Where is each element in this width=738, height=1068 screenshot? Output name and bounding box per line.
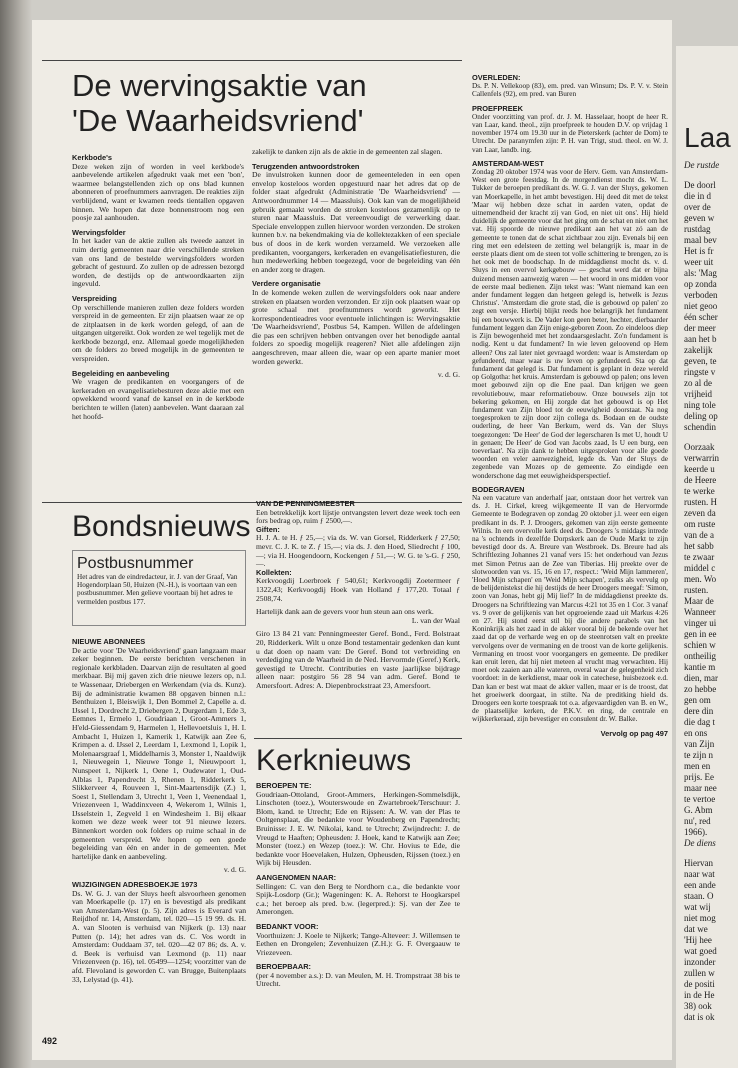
next-page-line: te zijn n <box>684 750 713 760</box>
section-heading: BODEGRAVEN <box>472 484 525 494</box>
section-heading: Verdere organisatie <box>252 279 321 289</box>
next-page-line: ontheilig <box>684 651 716 661</box>
postbus-box <box>72 550 246 626</box>
wervingsaktie-left-column <box>72 148 244 426</box>
next-page-line: 'Hij hee <box>684 935 712 945</box>
next-page-line: wat wij <box>684 902 711 912</box>
thanks-text: Hartelijk dank aan de gevers voor hun steun aan ons werk. <box>256 607 434 617</box>
section-rule <box>254 738 462 739</box>
next-page-lines-1 <box>684 180 718 433</box>
next-page-line: De doorl <box>684 180 716 190</box>
next-page-line: te werke <box>684 486 715 496</box>
next-page-line: staan. O <box>684 891 714 901</box>
next-page-line: ning tole <box>684 400 716 410</box>
next-page-line: prijs. Ee <box>684 772 714 782</box>
next-page-line: te zwaar <box>684 552 715 562</box>
kerknieuws-column <box>256 782 460 994</box>
next-page-line: Het is fr <box>684 246 714 256</box>
next-page-line: men en <box>684 761 711 771</box>
next-page-line: aan het b <box>684 334 717 344</box>
next-page-line: die in d <box>684 191 711 201</box>
next-page-line: vrijheid <box>684 389 712 399</box>
next-page-line: deling op <box>684 411 718 421</box>
kerknieuws-title: Kerknieuws <box>256 744 412 777</box>
next-page-line: 38) ook <box>684 1001 712 1011</box>
section-text: Na een vacature van anderhalf jaar, ontstaan door het vertrek van ds. J. H. Cirkel, kreeg wijkgemeente II van de Hervormde Gemeente te Bodegraven op zondag 20 oktober j.l. weer een eigen predikant in ds. P. J. Droogers, gekomen van zijn eerste gemeente Wilnis. In een overvolle kerk deed ds. Droogers 's middags intrede na 's ochtends in dezelfde Dorpskerk aan de Oude Markt te zijn bevestigd door ds. A. Breure van Westbroek. Ds. Breure had als Schriftlezing Johannes 21 vanaf vers 15: het onderhoud van Jezus met Simon Petrus aan de Zee van Tiberias. Hij preekte over de slotwoorden van vs. 15, 16 en 17, respect.: 'Weid Mijn lammeren', 'Hoed Mijn schapen' en 'Weid Mijn schapen', zulks als vervulg op de belijdenistekst die hij destijds de heer Droogers meegaf: 'Simon, zoon van Jonas, hebt gij Mij lief?' In de middagdienst preekte ds. Droogers na Schriftlezing van Marcus 4:21 tot 35 en 1 Cor. 3 vanaf vs. 9 over de gelijkenis van het opgroeiende zaad uit Markus 4:26 en 27. Hij stond eerst stil bij die andere parabels van het Koninkrijk als het zaad in de akker vooral bij de bekende over het zaad dat op de verharde weg en op de steenrotsen valt en preekte vervolgens over de vermaning en de troost van de korte gelijkenis. Vermaning en troost voor voorgangers en gemeente. De prediker kan eruit leren, dat hij niet meteen al vrucht mag verwachten. Hij moet ook zaaien aan alle wateren, overal waar de gelegenheid zich voordoet: in de kerkdienst, maar ook in catechese, huisbezoek e.d. Dan kan er best wat maat de akker vallen, maar er is de troost, dat het groeiwerk doorgaat, in stilte. Na de preditking hield ds. Droogers een korte toespraak tot o.a. afgevaardigden van B. en W., de plaatselijke kerken, de P.K.V. en ring, de centrale en wijkkerkeraad, zijn bevestiger en consulent dr. W. Balke. <box>472 493 668 724</box>
section-text: Deze weken zijn of worden in veel kerkbode's aanbevelende artikelen afgedrukt vaak met een 'bon', waarmee belangstellenden zich op ons blad kunnen abonneren of proefnummers aanvragen. De reakties zijn verblijdend, want er kwamen reeds tientallen opgaven binnen. We hopen dat deze bonnenstroom nog een poosje zal aanhouden. <box>72 161 244 223</box>
next-page-line: Hiervan <box>684 858 713 868</box>
next-page-line: die dag t <box>684 717 715 727</box>
next-page-line: het sabb <box>684 541 714 551</box>
section-heading: Wervingsfolder <box>72 227 126 237</box>
next-page-edge <box>676 46 738 1068</box>
section-text: Zondag 20 oktober 1974 was voor de Herv. Gem. van Amsterdam-West een grote feestdag. In de morgendienst mocht ds. W. L. Tukker de beroepen predikant ds. W. G. J. van der Sluys, gekomen van Moerkapelle, in het ambt bevestigen. Hij deed dit met de tekst 'Maar wij hebben deze schat in aarden vaten, opdat de uitnemendheid der kracht zij van God, en niet uit ons'. Hij hield duidelijk de gemeente voor dat het ging om de schat en niet om het vat. Hij spoorde de nieuwe predikant aan het vat zó aan de gemeente te tonen dat de schat zichtbaar zou zijn. Evenals bij een ring met een edelsteen de zetting wel belangrijk is, maar in de eerste plaats dient om de steen tot volle schittering te brengen, zo is het ook met de boodschap. In de middagdienst mocht ds. v. d. Sluys in een overvol kerkgebouw — geschat werd dat er bijna duizend mensen aanwezig waren — het woord in ons midden voor de eerste maal bedienen. Zijn tekst was: 'Want niemand kan een ander fundament leggen dan hetgeen gelegd is, hetwelk is Jezus Christus'. 'Amsterdam die grote stad, die is gebouwd op palen' zo zegt een versje. Hierbij blijkt reeds hoe belangrijk het fundament bij een bouwwerk is. De Vader kon geen beter, hechter, dierbaarder fundament leggen dan Zijn enige-geboren Zoon. Zo eindeloos diep is Zijn bewogenheid met het zondaarsgeslacht. Zo'n fundament is nodig. Kent u dat fundament? In wie leven geloovend op Hem alleen? Ons zal later niet gevraagd worden: waar is Amsterdam op gefundeerd, maar waar is uw leven op gefundeerd. Sta op dat fundament dat gelegd is. Dat fundament is geplant in deze wereld op Golgotha: het kruis. Amsterdam is gebouwd op palen; ons leven moet gebouwd zijn op die Ene paal. Dan krijgen we geen revolutiebouw, maar reformatiebouw. Onze bouwsels zijn tot bekering gekomen, en Hij zorgde dat het gebouwd is op Het fundament van Zijn bloed tot de eeuwigheid doorstaat. Na nog toegesproken te zijn door zijn collega ds. Bodaan en de oudste ouderling, de heer Van Berkum, werd ds. Van der Sluys toegezongen: 'De Heer' de God der legerscharen Is met U, houdt U in genaen; De Heer' de God van Jacobs zaad, Is U een burg, een toeverlaat'. Na zijn dank te hebben uitgesproken voor alle goede woorden en veler aanwezigheid, legde ds. Van der Sluys de zegenbede van Mozes op de gemeente. Zo eindigde een wonderschone dag met eeuwigheidsperspectief. <box>472 168 668 480</box>
next-page-lines-3 <box>684 858 717 1023</box>
top-rule <box>42 60 462 61</box>
next-page-line: zeven da <box>684 508 716 518</box>
signature: v. d. G. <box>437 370 460 380</box>
bondsnieuws-title: Bondsnieuws <box>72 510 251 543</box>
next-page-line: dien, mar <box>684 673 718 683</box>
next-page-line: Maar de <box>684 596 714 606</box>
postbus-title: Postbusnummer <box>77 555 194 572</box>
section-heading: PROEFPREEK <box>472 103 523 113</box>
next-page-line: wat goed <box>684 946 717 956</box>
next-page-line: verwarrin <box>684 453 719 463</box>
next-page-line: van de a <box>684 530 714 540</box>
signature: v. d. G. <box>223 865 246 875</box>
next-page-line: Wanneer <box>684 607 716 617</box>
section-heading: AANGENOMEN NAAR: <box>256 872 337 882</box>
next-page-line: niet mog <box>684 913 716 923</box>
section-heading: Kerkbode's <box>72 153 112 162</box>
next-page-line: maal bev <box>684 235 717 245</box>
kollekten-text: Kerkvoogdij Loerbroek ƒ 540,61; Kerkvoogdij Zoetermeer ƒ 1322,43; Kerkvoogdij Hoek van Holland ƒ 177,20. Totaal ƒ 2508,74. <box>256 576 460 603</box>
wervingsaktie-right-column <box>252 148 460 380</box>
next-page-line: geven, te <box>684 356 717 366</box>
next-page-line: een ande <box>684 880 716 890</box>
next-page-line: nu', red <box>684 816 711 826</box>
section-text: Ds. W. G. J. van der Sluys heeft alsvoorheen genomen van Moerkapelle (p. 17) en is bevestigd als predikant van Amsterdam-West (p. 5). Zijn adres is Everard van Reijdhof nr. 14, Amsterdam, tel. 020—15 19 99. ds. H. A. van Slooten is verhuisd van Nijkerk (p. 13) naar Putten (p. 14); het adres van ds. C. Vos wordt in Amsterdam: Ouddaam 37, tel. 020—42 07 86; ds. A. v. d. Beek is verhuisd van Lexmond (p. 11) naar Vriezenveen (p. 16), tel. 05499—1254; voorzitter van de afd. Flevoland is geworden C. van Brugge, Buitenplaats 33, Lelystad (p. 41). <box>72 888 246 984</box>
next-page-line: inzonder <box>684 957 716 967</box>
section-heading: BEROEPBAAR: <box>256 962 312 972</box>
next-page-line: 1966). <box>684 827 708 837</box>
next-page-line: naar wat <box>684 869 715 879</box>
section-heading: Terugzenden antwoordstroken <box>252 161 360 171</box>
right-news-column <box>472 74 668 738</box>
next-page-line: om ruste <box>684 519 716 529</box>
next-page-line: dat is ok <box>684 1012 715 1022</box>
giro-text: Giro 13 84 21 van: Penningmeester Geref. Bond., Ferd. Bolstraat 20, Ridderkerk. Wilt u onze Bond testamentair gedenken dan kunt u dat doen op naam van: De Geref. Bond tot verbreiding en verdediging van de Waarheid in de Ned. Hervormde (Geref.) Kerk, gevestigd te Utrecht. Contributies en vaste jaarlijkse bijdrage alleen naar: postgiro 56 28 94 van adm. Geref. Bond te Amersfoort. Adres: A. Diepenbrockstraat 23, Amersfoort. <box>256 629 460 690</box>
next-page-line: verboden <box>684 290 718 300</box>
next-page-heading: Laa <box>684 122 731 153</box>
postbus-text: Het adres van de eindredacteur, ir. J. van der Graaf, Van Hogendorplaan 50, Huizen (N.-H.), is voortaan van een postbusnummer. Men gelieve voortaan bij het adres te vermelden postbus 177. <box>77 573 238 606</box>
section-heading: OVERLEDEN: <box>472 73 521 82</box>
giften-text: H. J. A. te H. ƒ 25,—; via ds. W. van Gorsel, Ridderkerk ƒ 27,50; mevr. C. J. K. te Z. ƒ 15,—; via ds. J. den Hoed, Sliedrecht ƒ 100,—; via H. Hoogendoorn, Kockengen ƒ 51,—; W. G. te 's-G. ƒ 250,—. <box>256 533 460 569</box>
penningmeester-column <box>256 494 460 695</box>
next-page-subheading: De rustde <box>684 160 720 170</box>
next-page-line: niet geoo <box>684 301 718 311</box>
next-page-line: schien w <box>684 640 716 650</box>
next-page-line: ringste v <box>684 367 716 377</box>
next-page-line: kantie m <box>684 662 716 672</box>
section-text: De invulstroken kunnen door de gemeenteleden in een open envelop kosteloos worden opgestuurd naar het adres dat op de folder staat afgedrukt (Administratie 'De Waarheidsvriend' — Antwoordnummer 14 — Maassluis). Ook kan van de mogelijkheid gebruik gemaakt worden de stroken kosteloos gezamenlijk op te sturen naar Maassluis. Dat vereenvoudigt de verwerking daar. Speciale enveloppen zullen hiervoor worden verzonden. De stroken kunnen b.v. na bekendmaking via de kollektezakken of een speciale bus of doos in de kerk worden verzameld. We verzoeken alle predikanten, voorgangers, kerkeraden en evangelisatiefiesturen, die hun medewerking hebben toegezegd, voor de begeleiding van één en ander zorg te dragen. <box>252 170 460 274</box>
bondsnieuws-column <box>72 632 246 989</box>
section-text: In de komende weken zullen de wervingsfolders ook naar andere streken en plaatsen worden verzonden. Er zijn ook plaatsen waar op grote schaal met proefnummers wordt geworkt. Het korrespondentieadres voor eventuele inlichtingen is: Wervingsaktie 'De Waarheidsvriend', Postbus 54, Kampen. Willen de afdelingen die pas een schrijven hebben ontvangen over het benodigde aantal folders zo spoedig mogelijk reageren? Niet alle afdelingen zijn aangeschreven, maar alleen die, waar op een aparte manier moet worden gewerkt. <box>252 287 460 366</box>
section-heading: BEROEPEN TE: <box>256 781 312 790</box>
next-page-line: dat we <box>684 924 708 934</box>
next-page-line: op zonda <box>684 279 717 289</box>
section-heading: Verspreiding <box>72 293 117 303</box>
section-heading: Begeleiding en aanbeveling <box>72 368 170 378</box>
section-text: De actie voor 'De Waarheidsvriend' gaan langzaam maar zeker beginnen. De eerste berichten verschenen in regionale kerkbladen. Daarvan zijn de resultaten al goed merkbaar. Bij mij gaven zich drie nieuwe lezers op, n.l. te Wassenaar, Driebergen en Werkendam (via ds. Kunz). Bij de administratie kwamen 88 opgaven binnen n.l.: Benthuizen 1, Bleiswijk 1, Den Bommel 2, Capelle a. d. IJssel 1, Dordrecht 2, Driebergen 2, Durgerdam 1, Ede 3, Eemnes 1, Ermelo 1, Goudriaan 1, Groot-Ammers 1, H'eld-Giessendam 9, Harmelen 1, Hellevoetsluis 1, H. I. Ambacht 1, Huizen 1, Kamerik 1, Katwijk aan Zee 6, Krimpen a. d. IJssel 2, Leerdam 1, Lexmond 1, Lopik 1, Molenaarsgraaf 1, Middelharnis 3, Monster 1, Naaldwijk 1, Nieuwegein 1, Nieuwe Tonge 1, Nieuwpoort 1, Nunspeet 1, Nijkerk 1, Oene 1, Oudewater 1, Oud-Alblas 1, Papendrecht 3, Rhenen 1, Ridderkerk 5, Slikkerveer 4, Rouveen 1, Sint-Maartensdijk (Z.) 1, Soest 1, Stellendam 3, Utrecht 1, Veen 1, Veenendaal 1, Vriezenveen 1, Waddinxveen 4, Wekerom 1, Wilnis 1, IJsselstein 1, Zegveld 1 en Windesheim 1. Bij elkaar komen we deze week weer tot 91 nieuwe lezers. Binnenkort worden ook folders op ruime schaal in de gemeenten verspreid. We hopen op een goede begeleiding van één en ander in de gemeenten. Met hartelijke dank en aanbeveling. <box>72 645 246 861</box>
next-page-line: zo hebbe <box>684 684 717 694</box>
next-page-line: weer uit <box>684 257 714 267</box>
title-line-1: De wervingsaktie van <box>72 68 367 103</box>
next-page-line: der meer <box>684 323 716 333</box>
title-line-2: 'De Waarheidsvriend' <box>72 103 364 138</box>
section-text: Op verschillende manieren zullen deze folders worden verspreid in de gemeenten. Er zijn plaatsen waar ze op de zitplaatsen in de kerk worden gelegd, of aan de uitgangen uitgereikt. Ook worden ze wel tegelijk met de kerkbode bezorgd, enz. Allemaal goede mogelijkheden om de folders zo breed mogelijk in de gemeenten te verspreiden. <box>72 302 244 364</box>
penningmeester-intro: Een betrekkelijk kort lijstje ontvangsten levert deze week toch een fors bedrag op, ruim ƒ 2500,—. <box>256 507 460 526</box>
section-heading: AMSTERDAM-WEST <box>472 158 544 168</box>
next-page-line: als: 'Mag <box>684 268 717 278</box>
next-page-line: de Heere <box>684 475 717 485</box>
next-page-line: schendin <box>684 422 716 432</box>
next-page-subheading-2: De diens <box>684 838 716 848</box>
section-heading: NIEUWE ABONNEES <box>72 637 146 646</box>
next-page-line: rusten. <box>684 585 709 595</box>
section-text: Sellingen: C. van den Berg te Nordhorn c.a., die bedankte voor Spijk-Losdorp (Gr.); Wageningen: K. A. Rehorst te Hoogkarspel c.a.; het beroep als pred. b.w. (legerpred.): Sj. van der Zee te Amerongen. <box>256 881 460 917</box>
next-page-line: gen in ee <box>684 629 717 639</box>
continued-on-page: Vervolg op pag 497 <box>600 728 668 738</box>
next-page-line: zullen w <box>684 968 715 978</box>
section-text: We vragen de predikanten en voorgangers of de kerkeraden en evangelisatiebesturen deze aktie met een opwekkend woord vanaf de kansel en in de kerkbode berichten te willen (laten) aanbevelen. Want daaraan zal het hoofd- <box>72 377 244 421</box>
next-page-line: G. Abm <box>684 805 713 815</box>
next-page-line: dere din <box>684 706 714 716</box>
next-page-line: middel c <box>684 563 716 573</box>
giften-label: Giften: <box>256 524 280 534</box>
section-text: zakelijk te danken zijn als de aktie in de gemeenten zal slagen. <box>252 147 443 156</box>
signature: L. van der Waal <box>411 615 460 625</box>
magazine-page <box>32 20 672 1060</box>
next-page-line: geven w <box>684 213 715 223</box>
next-page-line: keerde u <box>684 464 715 474</box>
section-text: (per 4 november a.s.): D. van Meulen, M. H. Trompstraat 38 bis te Utrecht. <box>256 970 460 989</box>
next-page-line: rustdag <box>684 224 711 234</box>
next-page-line: in de He <box>684 990 715 1000</box>
next-page-line: zo al de <box>684 378 712 388</box>
kollekten-label: Kollekten: <box>256 567 292 577</box>
next-page-line: over de <box>684 202 711 212</box>
section-heading: VAN DE PENNINGMEESTER <box>256 499 355 508</box>
wervingsaktie-title <box>72 68 367 138</box>
section-text: Goudriaan-Ottoland, Groot-Ammers, Herkingen-Sommelsdijk, Linschoten (toez.), Wouterswoude en Zwartebroek/Terschuur: J. Blom, kand. te Utrecht; Ede en Rijssen: A. W. van der Plas te Ooltgensplaat, die bedankte voor Woudenberg en Papendrecht; Bruinisse: J. E. W. Nikolai, kand. te Utrecht; Zwijndrecht: J. de Vreugd te Haaften; Opheusden: J. Hoek, kand te Katwijk aan Zee; Monster (toez.) en Wezep (toez.): W. Chr. Hovius te Ede, die bedankte voor Hoevelaken, Hulzen, Opheusden, Rijssen (toez.) en Wijk bij Heusden. <box>256 789 460 868</box>
next-page-line: van Zijn <box>684 739 715 749</box>
next-page-line: gen om <box>684 695 711 705</box>
next-page-line: vinger ui <box>684 618 717 628</box>
next-page-line: zakelijk <box>684 345 713 355</box>
section-text: Voorthuizen: J. Koele te Nijkerk; Tange-Alteveer: J. Willemsen te Eethen en Drongelen; Zevenhuizen (Z.H.): G. F. Overgaauw te Vriezeveen. <box>256 930 460 957</box>
next-page-line: en ons <box>684 728 708 738</box>
next-page-line: de positi <box>684 979 715 989</box>
next-page-line: men. Wo <box>684 574 717 584</box>
page-binding <box>0 0 32 1068</box>
next-page-line: één scher <box>684 312 718 322</box>
section-text: Onder voorzitting van prof. dr. J. M. Hasselaar, hoopt de heer R. van Laar, kand. theol., zijn proefpreek te houden D.V. op vrijdag 1 november 1974 om 19.30 uur in de Pieterskerk (achter de Dom) te Utrecht. De paranymfen zijn: P. H. van Trigt, stud. theol. en W. J. van Laar, landb. ing. <box>472 112 668 154</box>
section-text: Ds. P. N. Vellekoop (83), em. pred. van Winsum; Ds. P. V. v. Stein Callenfels (92), em pred. van Buren <box>472 82 668 99</box>
next-page-line: te vertoe <box>684 794 716 804</box>
next-page-lines-2 <box>684 442 719 838</box>
section-heading: WIJZIGINGEN ADRESBOEKJE 1973 <box>72 880 198 890</box>
next-page-line: Oorzaak <box>684 442 715 452</box>
section-text: In het kader van de aktie zullen als tweede aanzet in ruim dertig gemeenten naar drie verschillende streken van ons land de bestelde wervingsfolders worden gebracht of gestuurd. Zo zullen op de adressen bezorgd worden, de destijds op de antwoordkaarten zijn ingevuld. <box>72 236 244 289</box>
page-number: 492 <box>42 1036 58 1046</box>
next-page-line: rusten. H <box>684 497 717 507</box>
section-heading: BEDANKT VOOR: <box>256 921 319 931</box>
next-page-line: maar nee <box>684 783 717 793</box>
